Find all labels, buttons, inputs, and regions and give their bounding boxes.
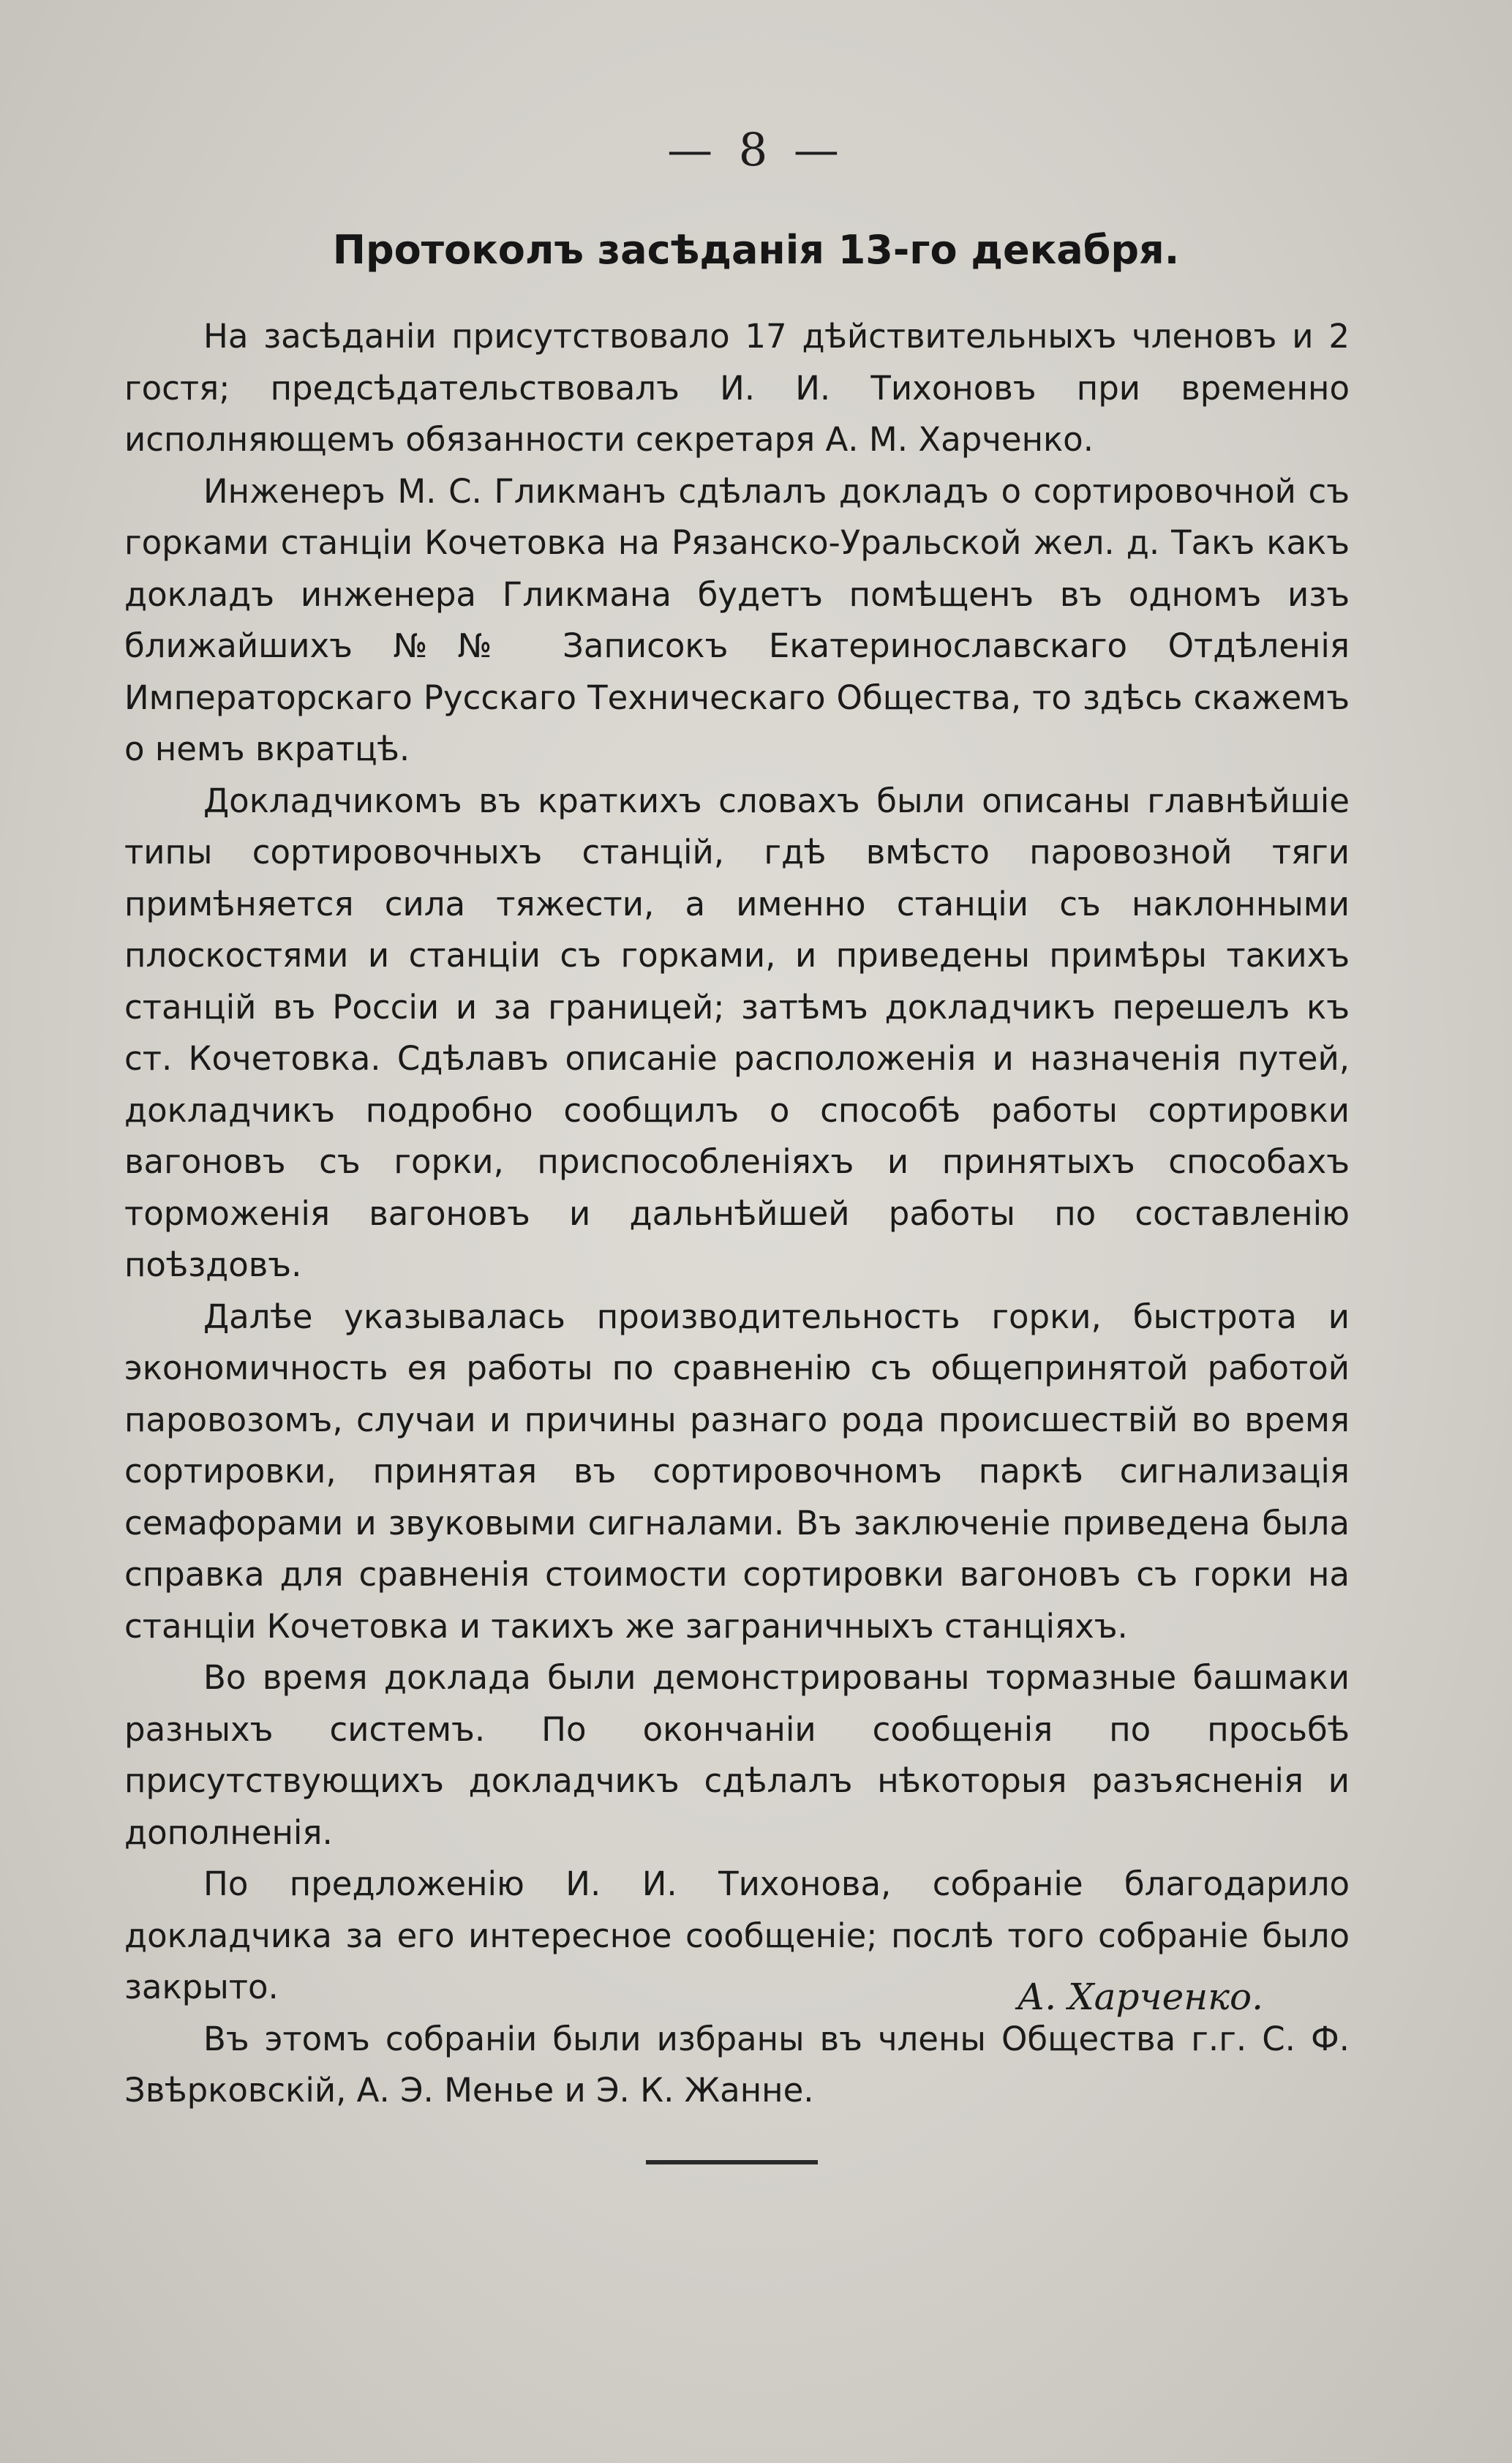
page-number: — 8 — <box>667 123 845 176</box>
paragraph-demonstration: Во время доклада были демонстрированы тормазные башмаки разныхъ системъ. По окончаніи сообщенія по просьбѣ присутствующихъ докладчикъ сдѣлалъ нѣкоторыя разъясненія и дополненія. <box>124 1658 1350 1852</box>
paragraph-closing: По предложенію И. И. Тихонова, собраніе благодарило докладчика за его интересное сообщеніе; послѣ того собраніе было закрыто. <box>124 1864 1350 2006</box>
closing-rule <box>646 2160 818 2164</box>
paragraph-report-summary: Докладчикомъ въ краткихъ словахъ были описаны главнѣйшіе типы сортировочныхъ станцій, гдѣ вмѣсто паровозной тяги примѣняется сила тяжести, а именно станціи съ наклонными плоскостями и станціи съ горками, и приведены примѣры такихъ станцій въ Россіи и за границей; затѣмъ докладчикъ перешелъ къ ст. Кочетовка. Сдѣлавъ описаніе расположенія и назначенія путей, докладчикъ подробно сообщилъ о способѣ работы сортировки вагоновъ съ горки, приспособленіяхъ и принятыхъ способахъ торможенія вагоновъ и дальнѣйшей работы по составленію поѣздовъ. <box>124 781 1350 1284</box>
paragraph-productivity: Далѣе указывалась производительность горки, быстрота и экономичность ея работы по сравненію съ общепринятой работой паровозомъ, случаи и причины разнаго рода происшествій во время сортировки, принятая въ сортировочномъ паркѣ сигнализація семафорами и звуковыми сигналами. Въ заключеніе приведена была справка для сравненія стоимости сортировки вагоновъ съ горки на станціи Кочетовка и такихъ же заграничныхъ станціяхъ. <box>124 1297 1350 1646</box>
paragraph-new-members: Въ этомъ собраніи были избраны въ члены Общества г.г. С. Ф. Звѣрковскій, А. Э. Менье и Э. К. Жанне. <box>124 2019 1350 2110</box>
protocol-heading: Протоколъ засѣданія 13-го декабря. <box>332 227 1180 273</box>
signature: А. Харченко. <box>1017 1976 1263 2018</box>
paragraph-report: Инженеръ М. С. Гликманъ сдѣлалъ докладъ о сортировочной съ горками станціи Кочетовка на Рязанско-Уральской жел. д. Такъ какъ докладъ инженера Гликмана будетъ помѣщенъ въ одномъ изъ ближайшихъ №№ Записокъ Екатеринославскаго Отдѣленія Императорскаго Русскаго Техническаго Общества, то здѣсь скажемъ о немъ вкратцѣ. <box>124 471 1350 768</box>
paragraph-attendance: На засѣданіи присутствовало 17 дѣйствительныхъ членовъ и 2 гостя; предсѣдательствовалъ И. И. Тихоновъ при временно исполняющемъ обязанности секретаря А. М. Харченко. <box>124 317 1350 459</box>
protocol-body <box>124 311 1350 2117</box>
